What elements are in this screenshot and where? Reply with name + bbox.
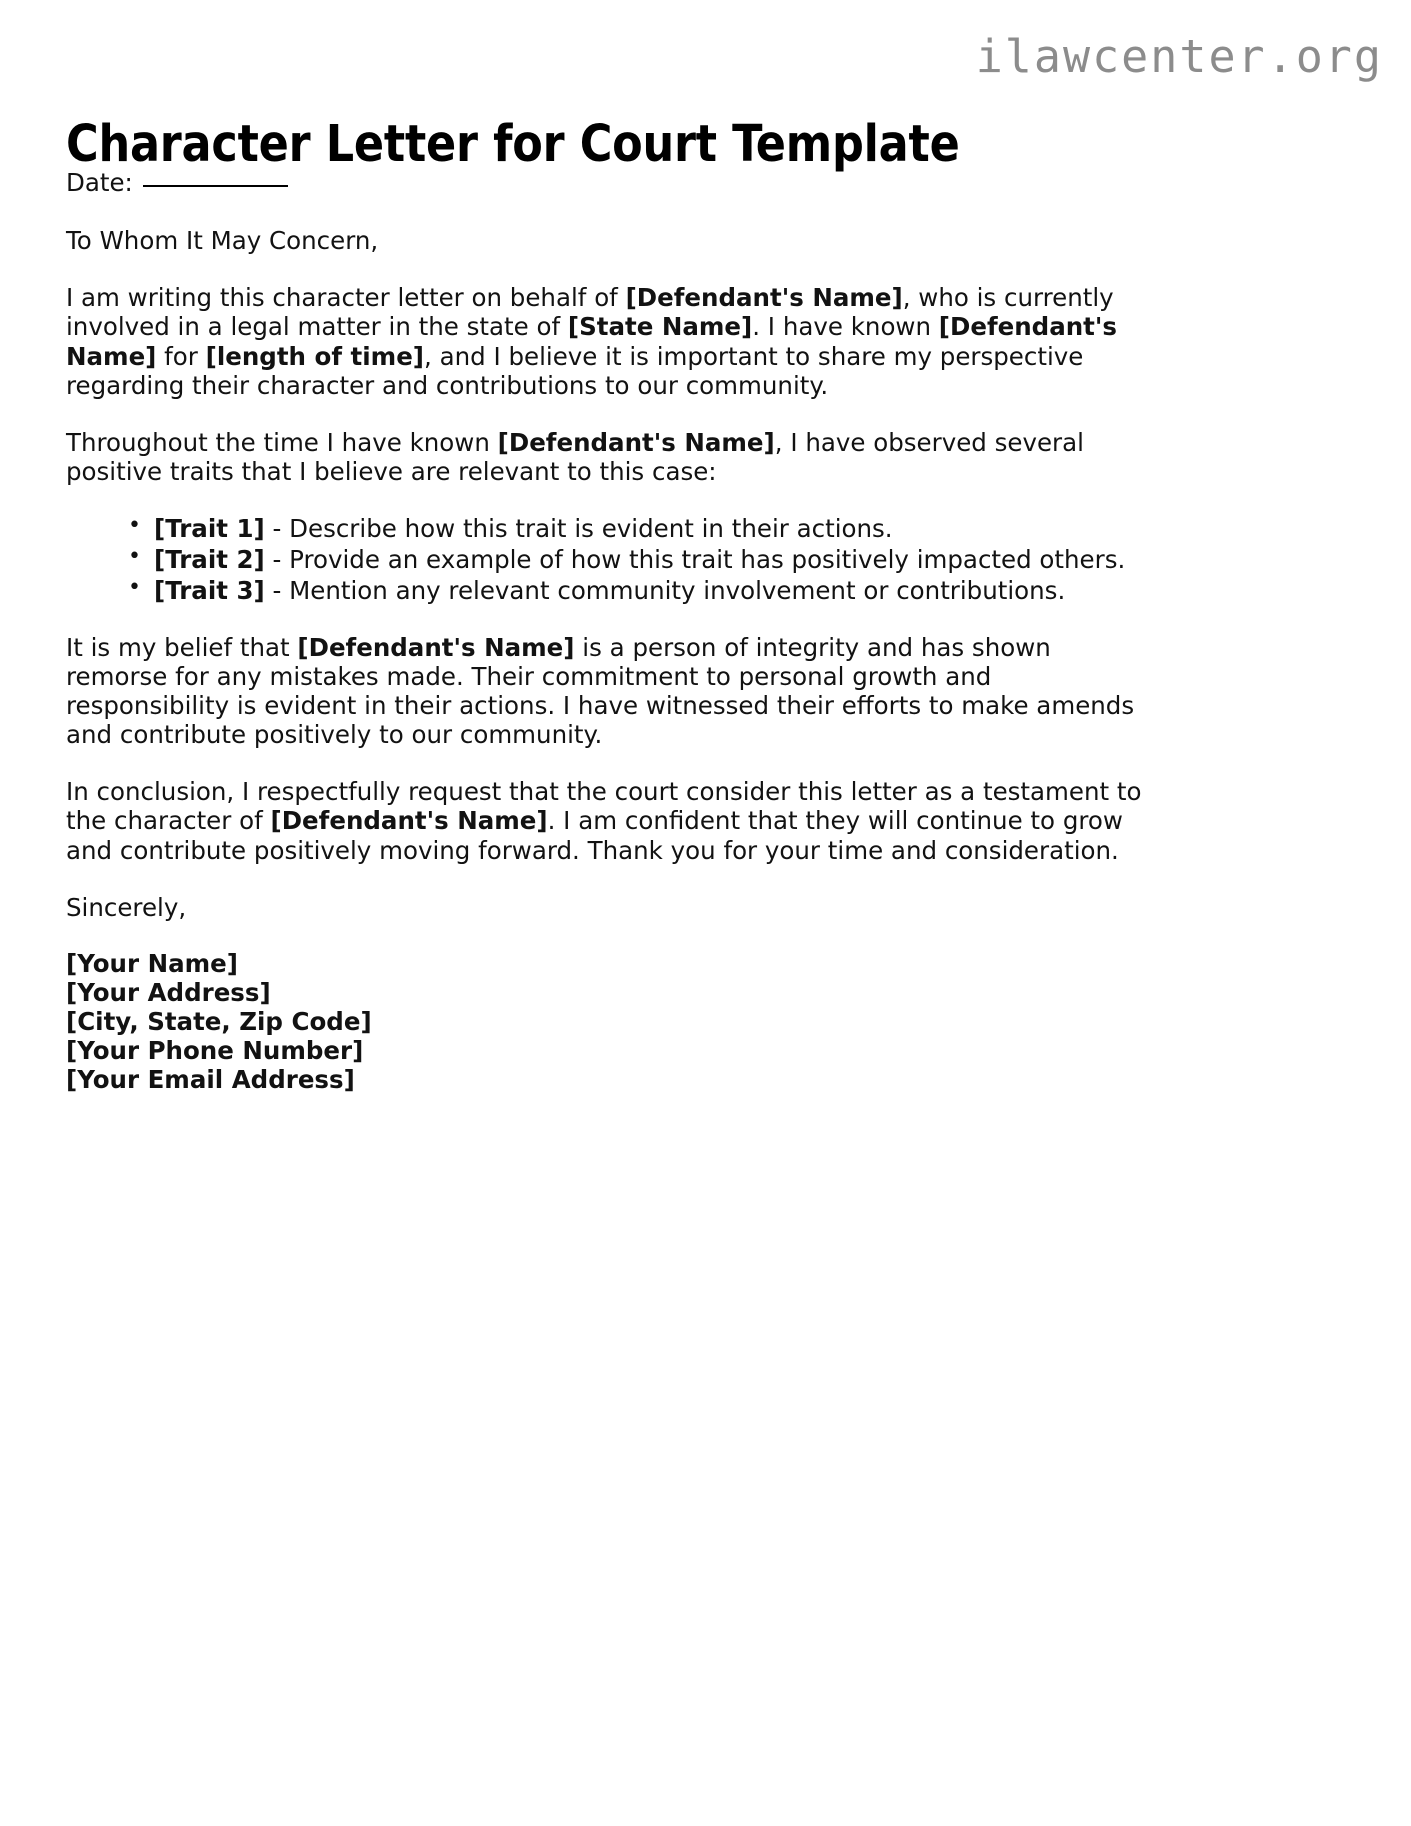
defendant-name-placeholder: [Defendant's Name] <box>66 312 1117 371</box>
defendant-name-placeholder: [Defendant's Name] <box>270 806 548 836</box>
state-name-placeholder: [State Name] <box>567 312 753 342</box>
signature-block <box>66 950 1156 1095</box>
traits-intro-text-2: , I have observed several positive traits that I believe are relevant to this case: <box>66 427 1084 486</box>
list-item <box>128 545 1156 575</box>
intro-text-3: . I have known <box>752 312 939 342</box>
intro-text-5: , and I believe it is important to share my perspective regarding their character and contributions to our community. <box>66 341 1084 400</box>
paragraph-traits-intro <box>66 428 1156 486</box>
list-item <box>128 576 1156 606</box>
signature-your-address: [Your Address] <box>66 977 271 1007</box>
date-label: Date: <box>66 168 133 197</box>
letter-body <box>66 168 1156 1094</box>
defendant-name-placeholder: [Defendant's Name] <box>297 632 575 662</box>
trait-label: [Trait 2] <box>154 545 265 574</box>
defendant-name-placeholder: [Defendant's Name] <box>625 283 903 313</box>
traits-intro-text-1: Throughout the time I have known <box>66 427 498 457</box>
list-item <box>128 514 1156 544</box>
page-title: Character Letter for Court Template <box>66 115 960 175</box>
trait-list <box>66 514 1156 606</box>
paragraph-intro <box>66 283 1156 400</box>
trait-label: [Trait 1] <box>154 514 265 544</box>
intro-text-2: , who is currently involved in a legal matter in the state of <box>66 283 1114 342</box>
site-watermark: ilawcenter.org <box>975 30 1383 83</box>
trait-label: [Trait 3] <box>154 575 265 605</box>
signature-phone-number: [Your Phone Number] <box>66 1035 364 1065</box>
signature-email-address: [Your Email Address] <box>66 1064 355 1094</box>
intro-text-1: I am writing this character letter on behalf of <box>66 283 626 313</box>
date-blank-field[interactable] <box>143 185 288 187</box>
defendant-name-placeholder: [Defendant's Name] <box>497 427 775 457</box>
belief-text-1: It is my belief that <box>66 632 298 662</box>
trait-description: - Mention any relevant community involvement or contributions. <box>264 575 1066 605</box>
trait-description: - Describe how this trait is evident in their actions. <box>264 514 893 544</box>
trait-description: - Provide an example of how this trait has positively impacted others. <box>264 545 1126 574</box>
intro-text-4: for <box>156 341 206 371</box>
salutation: To Whom It May Concern, <box>66 226 379 256</box>
conclusion-text-2: . I am confident that they will continue to grow and contribute positively moving forward. Thank you for your time and consideration. <box>66 806 1123 865</box>
paragraph-belief <box>66 633 1156 750</box>
signature-your-name: [Your Name] <box>66 948 238 978</box>
length-of-time-placeholder: [length of time] <box>205 341 425 371</box>
signature-city-state-zip: [City, State, Zip Code] <box>66 1006 372 1036</box>
belief-text-2: is a person of integrity and has shown remorse for any mistakes made. Their commitment to personal growth and responsibility is evident in their actions. I have witnessed their efforts to make amends and contribute positively to our community. <box>66 632 1135 750</box>
paragraph-conclusion <box>66 777 1156 864</box>
date-line <box>66 168 1156 197</box>
conclusion-text-1: In conclusion, I respectfully request that the court consider this letter as a testament to the character of <box>66 777 1142 836</box>
signoff: Sincerely, <box>66 892 187 922</box>
